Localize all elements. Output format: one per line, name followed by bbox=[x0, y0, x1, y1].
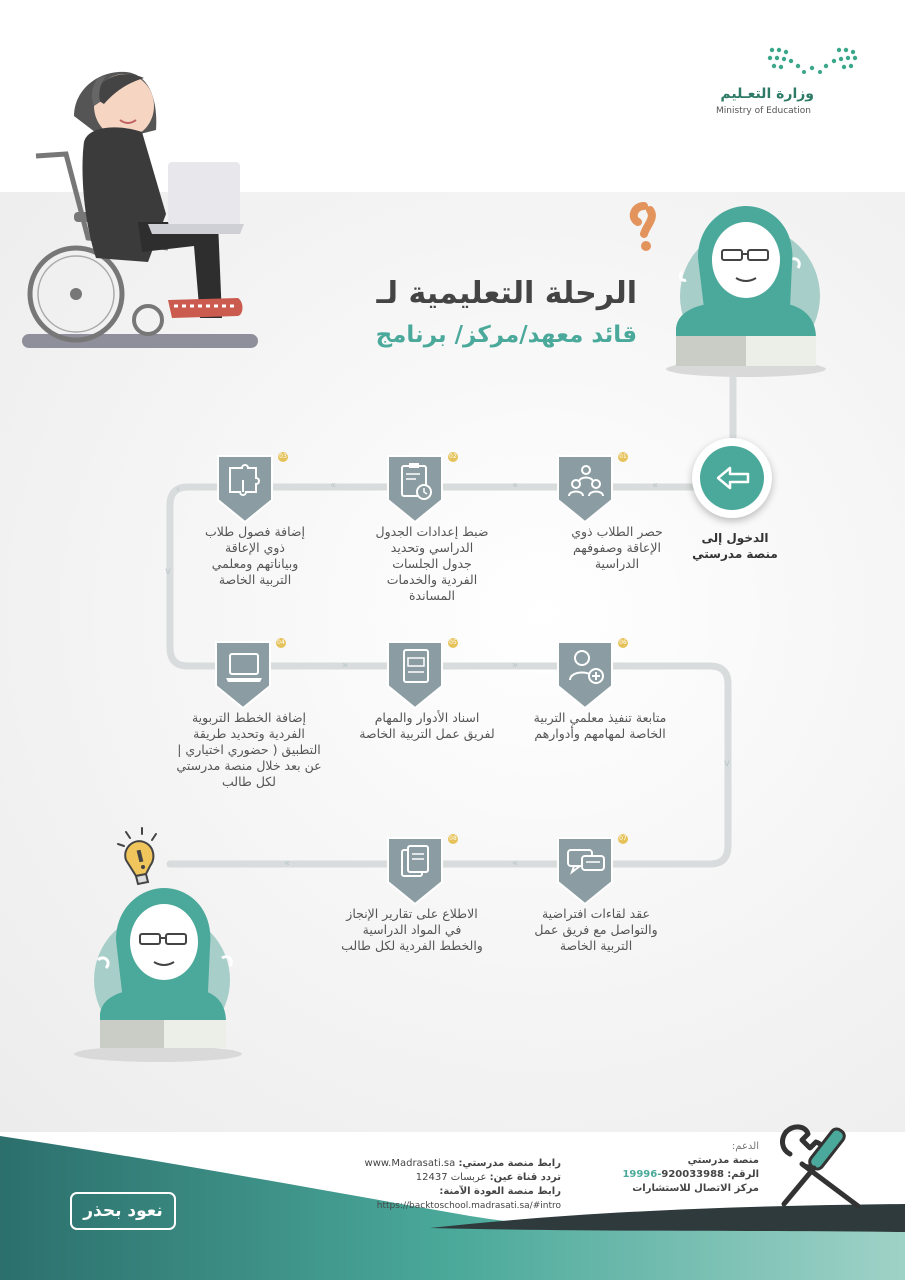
support-platform: منصة مدرستي bbox=[687, 1155, 759, 1166]
teacher-illustration-bottom bbox=[72, 880, 252, 1066]
step-pin-6[interactable] bbox=[556, 638, 627, 710]
path-chevron: « bbox=[284, 858, 291, 869]
arrow-left-icon bbox=[700, 446, 764, 510]
step-number-badge: 07 bbox=[619, 835, 627, 842]
step-pin-4[interactable] bbox=[214, 638, 285, 710]
step-pin-1[interactable] bbox=[556, 452, 627, 524]
step-number-badge: 03 bbox=[279, 453, 287, 460]
lightbulb-icon bbox=[112, 826, 168, 888]
footer-link1-label: رابط منصة مدرستي: bbox=[458, 1158, 561, 1169]
footer-link3-label: رابط منصة العودة الآمنة: bbox=[439, 1186, 561, 1197]
tools-icon bbox=[772, 1118, 868, 1214]
user-add-icon bbox=[556, 638, 620, 710]
consult-center: مركز الاتصال للاستشارات bbox=[632, 1183, 759, 1194]
page-title: الرحلة التعليمية لـ bbox=[376, 276, 637, 311]
start-button[interactable] bbox=[692, 438, 772, 518]
path-chevron: « bbox=[512, 480, 519, 491]
phone-number: 920033988 bbox=[661, 1169, 725, 1180]
step-pin-7[interactable] bbox=[556, 834, 627, 906]
footer-link2-value: عربسات 12437 bbox=[415, 1172, 487, 1183]
path-chevron: « bbox=[652, 480, 659, 491]
path-chevron: « bbox=[330, 480, 337, 491]
step-label-5: اسناد الأدوار والمهام لفريق عمل التربية الخاصة bbox=[359, 710, 495, 741]
page-subtitle: قائد معهد/مركز/ برنامج bbox=[375, 322, 637, 348]
documents-stack-icon bbox=[386, 834, 450, 906]
step-number-badge: 01 bbox=[619, 453, 627, 460]
path-chevron: ‹ bbox=[176, 484, 180, 495]
path-chevron: » bbox=[342, 660, 349, 671]
footer-link2-label: تردد قناة عين: bbox=[489, 1172, 561, 1183]
step-label-3: إضافة فصول طلاب ذوي الإعاقة وبياناتهم ومعلمي التربية الخاصة bbox=[204, 524, 306, 587]
step-label-6: متابعة تنفيذ معلمي التربية الخاصة لمهامهم وأدوارهم bbox=[533, 710, 667, 741]
puzzle-pieces-icon bbox=[216, 452, 280, 524]
step-number-badge: 04 bbox=[277, 639, 285, 646]
ministry-name-en: Ministry of Education bbox=[716, 106, 811, 116]
phone-alt: -19996 bbox=[622, 1169, 662, 1180]
step-label-1: حصر الطلاب ذوي الإعاقة وصفوفهم الدراسية bbox=[571, 524, 663, 571]
step-number-badge: 08 bbox=[449, 835, 457, 842]
support-label: الدعم: bbox=[731, 1141, 759, 1152]
step-pin-5[interactable] bbox=[386, 638, 457, 710]
path-chevron: v bbox=[724, 758, 730, 769]
ministry-name-ar: وزارة التعـليم bbox=[720, 86, 814, 102]
step-number-badge: 06 bbox=[619, 639, 627, 646]
people-group-icon bbox=[556, 452, 620, 524]
phone-label: الرقم: bbox=[727, 1169, 759, 1180]
campaign-logo: نعود بحذر bbox=[70, 1192, 176, 1230]
footer-link1-value[interactable]: www.Madrasati.sa bbox=[364, 1158, 456, 1169]
step-pin-8[interactable] bbox=[386, 834, 457, 906]
step-pin-2[interactable] bbox=[386, 452, 457, 524]
step-number-badge: 02 bbox=[449, 453, 457, 460]
footer-links bbox=[341, 1157, 561, 1213]
step-number-badge: 05 bbox=[449, 639, 457, 646]
path-chevron: » bbox=[512, 660, 519, 671]
step-label-7: عقد لقاءات افتراضية والتواصل مع فريق عمل التربية الخاصة bbox=[534, 906, 658, 953]
start-label: الدخول إلى منصة مدرستي bbox=[692, 531, 778, 561]
step-label-8: الاطلاع على تقارير الإنجاز في المواد الدراسية والخطط الفردية لكل طالب bbox=[341, 906, 483, 953]
laptop-icon bbox=[214, 638, 278, 710]
footer-link3-value[interactable]: https://backtoschool.madrasati.sa/#intro bbox=[376, 1201, 561, 1211]
step-label-4: إضافة الخطط التربوية الفردية وتحديد طريقة التطبيق ( حضوري اختياري | عن بعد خلال منصة مدرستي لكل طالب bbox=[176, 710, 322, 789]
path-chevron: « bbox=[512, 858, 519, 869]
chat-bubbles-icon bbox=[556, 834, 620, 906]
document-layout-icon bbox=[386, 638, 450, 710]
path-chevron: v bbox=[165, 566, 171, 577]
footer-support bbox=[599, 1140, 759, 1196]
step-pin-3[interactable] bbox=[216, 452, 287, 524]
step-label-2: ضبط إعدادات الجدول الدراسي وتحديد جدول الجلسات الفردية والخدمات المساندة bbox=[375, 524, 489, 603]
clipboard-clock-icon bbox=[386, 452, 450, 524]
